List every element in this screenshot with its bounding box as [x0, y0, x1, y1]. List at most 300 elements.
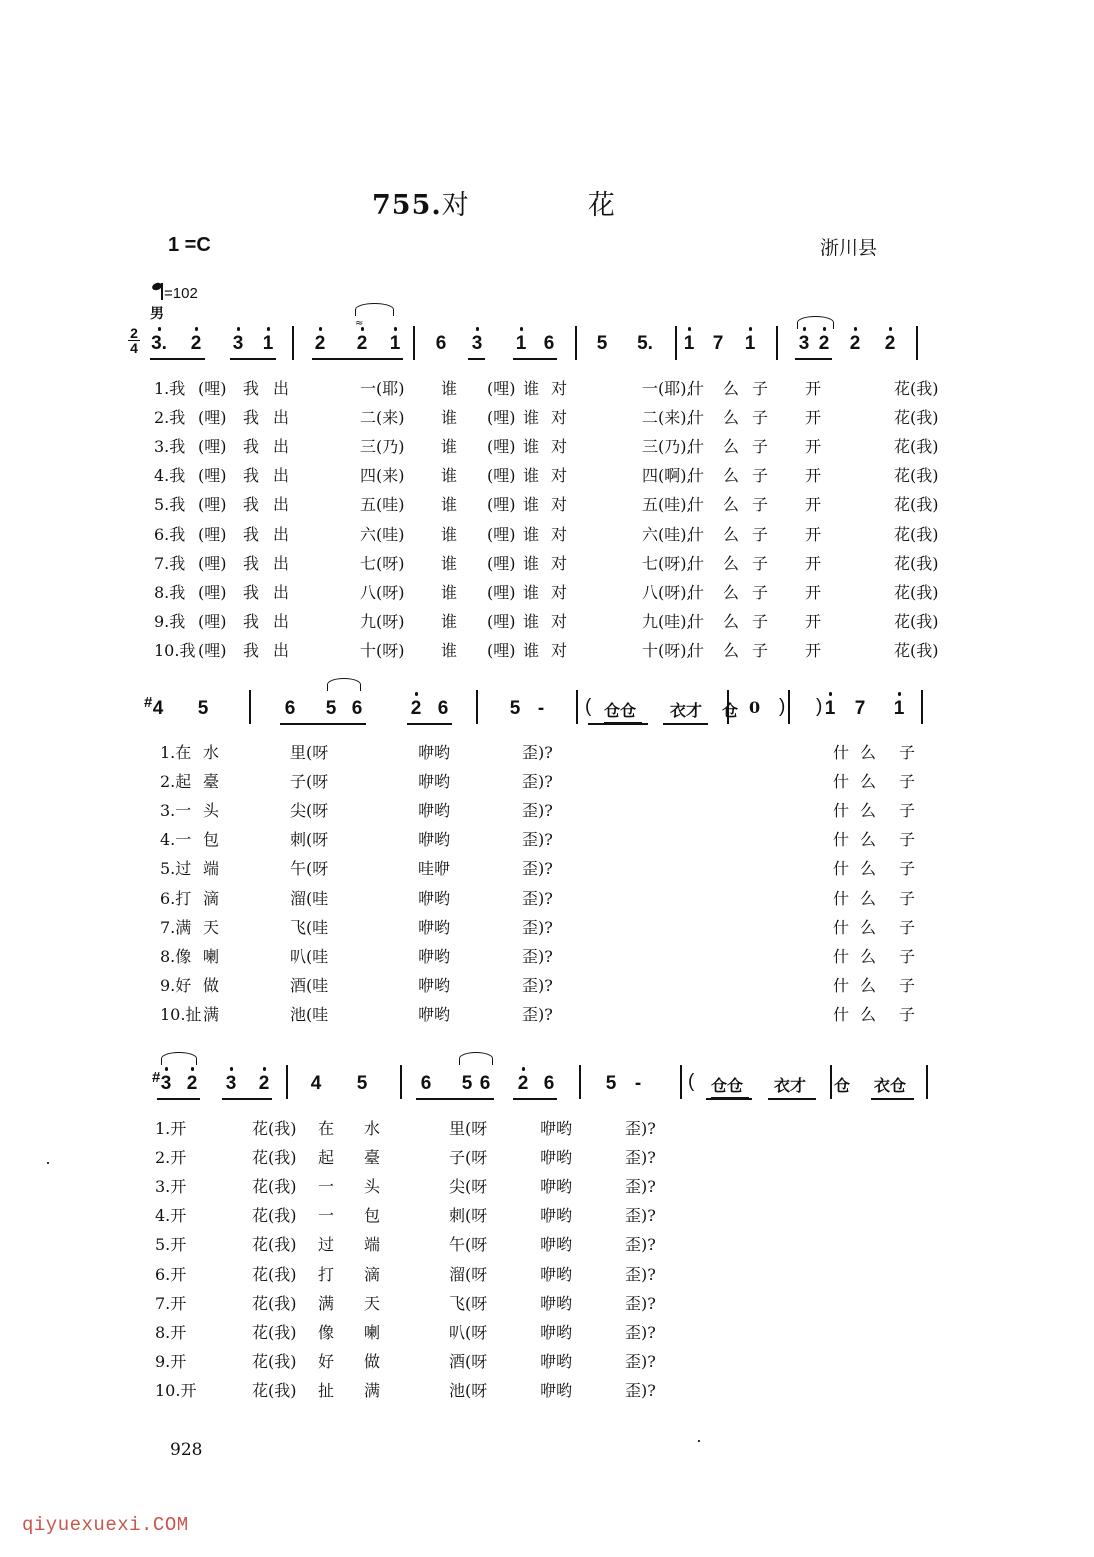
barline [680, 1065, 682, 1099]
lyric-syllable: 4.我 [154, 466, 186, 486]
lyric-syllable: (哩) [487, 408, 516, 428]
jianpu-note: 2 [849, 333, 861, 354]
lyric-syllable: 么 [723, 437, 740, 457]
lyric-syllable: 子 [899, 801, 916, 821]
slur-arc [327, 678, 361, 691]
lyric-syllable: 池(哇 [290, 1004, 329, 1024]
lyric-syllable: 出 [273, 408, 290, 428]
lyric-syllable: 谁 [441, 379, 458, 398]
jianpu-note: 2 [186, 1073, 198, 1094]
lyric-syllable: 出 [273, 524, 290, 544]
lyric-syllable: 子 [752, 466, 769, 486]
lyric-syllable: 9.好 [160, 975, 192, 995]
lyric-syllable: 什 [688, 495, 705, 515]
lyric-syllable: 打 [318, 1264, 335, 1284]
bracket-mark: ( [585, 696, 592, 717]
lyric-syllable: 出 [273, 553, 290, 573]
lyric-syllable: 咿哟 [540, 1264, 573, 1284]
lyric-syllable: 么 [723, 466, 740, 486]
octave-dot [267, 327, 271, 331]
octave-dot [230, 1067, 234, 1071]
percussion-syllable: 仓 [722, 701, 739, 720]
lyric-syllable: 七(呀) [360, 553, 405, 573]
slur-arc [355, 303, 394, 316]
lyric-syllable: 酒(呀 [449, 1351, 488, 1371]
lyric-syllable: 谁 [523, 437, 540, 457]
lyric-syllable: 5.开 [155, 1235, 187, 1255]
lyric-syllable: 一(耶), [642, 379, 692, 398]
lyric-syllable: 花(我) [252, 1206, 297, 1226]
lyric-syllable: 六(哇) [360, 524, 405, 544]
lyric-syllable: (哩) [487, 379, 516, 398]
lyric-syllable: 歪)? [522, 772, 553, 792]
lyric-syllable: 8.像 [160, 946, 192, 966]
lyric-syllable: 歪)? [522, 975, 553, 995]
lyric-syllable: 包 [364, 1206, 381, 1226]
lyric-syllable: 花(我) [894, 582, 939, 602]
lyric-syllable: 什 [833, 917, 850, 937]
lyric-syllable: 花(我) [894, 379, 939, 398]
lyric-syllable: 花(我) [894, 611, 939, 631]
lyric-syllable: 咿哟 [540, 1380, 573, 1400]
lyric-syllable: 什 [688, 466, 705, 486]
lyric-syllable: 滴 [364, 1264, 381, 1284]
lyric-syllable: 谁 [523, 611, 540, 631]
lyric-syllable: 么 [723, 553, 740, 573]
jianpu-note: 6 [479, 1073, 491, 1094]
jianpu-note: 1 [893, 698, 905, 719]
beam-underline [407, 723, 452, 725]
song-title-char-2: 花 [587, 190, 616, 221]
lyric-syllable: 我 [243, 640, 260, 660]
lyric-syllable: 九(哇), [642, 611, 692, 631]
region-label: 浙川县 [820, 237, 878, 259]
jianpu-note: 6 [543, 1073, 555, 1094]
lyric-syllable: (哩) [487, 524, 516, 544]
lyric-syllable: 溜(哇 [290, 888, 329, 908]
lyric-syllable: (哩) [198, 408, 227, 428]
jianpu-note: 6 [284, 698, 296, 719]
jianpu-note: 5 [356, 1073, 368, 1094]
octave-dot [688, 327, 692, 331]
lyric-syllable: 9.开 [155, 1351, 187, 1371]
lyric-syllable: 10.开 [155, 1380, 197, 1400]
lyric-syllable: 10.我 [154, 640, 196, 660]
lyric-syllable: 歪)? [625, 1206, 656, 1226]
lyric-syllable: 什 [688, 524, 705, 544]
barline [476, 690, 478, 724]
lyric-syllable: 臺 [203, 772, 220, 792]
ornament-mark: ≈ [355, 318, 364, 329]
lyric-syllable: 1.在 [160, 743, 192, 762]
lyric-syllable: 开 [805, 640, 822, 660]
lyric-syllable: 头 [203, 801, 220, 821]
lyric-syllable: (哩) [198, 553, 227, 573]
time-signature-numerator: 2 [130, 325, 138, 341]
lyric-syllable: 我 [243, 524, 260, 544]
lyric-syllable: 飞(哇 [290, 917, 329, 937]
lyric-syllable: 么 [723, 582, 740, 602]
beam-underline [663, 723, 708, 725]
lyric-syllable: 水 [364, 1119, 381, 1138]
lyric-syllable: 咿哟 [540, 1206, 573, 1226]
lyric-syllable: 对 [551, 466, 568, 486]
lyric-syllable: 3.我 [154, 437, 186, 457]
lyric-syllable: 花(我) [252, 1235, 297, 1255]
lyric-syllable: 子 [752, 524, 769, 544]
lyric-syllable: (哩) [487, 611, 516, 631]
lyric-syllable: 6.打 [160, 888, 192, 908]
lyric-syllable: 7.开 [155, 1293, 187, 1313]
lyric-syllable: 咿哟 [418, 975, 451, 995]
lyric-syllable: 子 [752, 495, 769, 515]
jianpu-note: 6 [420, 1073, 432, 1094]
lyric-syllable: 水 [203, 743, 220, 762]
lyric-syllable: 什 [688, 437, 705, 457]
lyric-syllable: 我 [243, 466, 260, 486]
lyric-syllable: 对 [551, 408, 568, 428]
lyric-syllable: 出 [273, 640, 290, 660]
lyric-syllable: 花(我) [894, 495, 939, 515]
octave-dot [158, 327, 162, 331]
lyric-syllable: 歪)? [625, 1264, 656, 1284]
jianpu-note: 2 [818, 333, 830, 354]
lyric-syllable: 刺(呀 [290, 830, 329, 850]
lyric-syllable: 谁 [441, 640, 458, 660]
octave-dot [394, 327, 398, 331]
lyric-syllable: 喇 [203, 946, 220, 966]
lyric-syllable: 开 [805, 437, 822, 457]
lyric-syllable: 里(呀 [290, 743, 329, 762]
lyric-syllable: 谁 [441, 466, 458, 486]
lyric-syllable: 4.一 [160, 830, 192, 850]
lyric-syllable: 对 [551, 553, 568, 573]
lyric-syllable: 么 [723, 524, 740, 544]
lyric-syllable: 歪)? [522, 1004, 553, 1024]
lyric-syllable: 歪)? [522, 917, 553, 937]
lyric-syllable: 花(我) [252, 1322, 297, 1342]
jianpu-note: 2 [314, 333, 326, 354]
beam-underline [795, 358, 832, 360]
lyric-syllable: 咿哟 [418, 772, 451, 792]
lyric-syllable: 八(呀), [642, 582, 692, 602]
lyric-syllable: 做 [364, 1351, 381, 1371]
lyric-syllable: 里(呀 [449, 1119, 488, 1138]
lyric-syllable: 开 [805, 553, 822, 573]
lyric-syllable: (哩) [487, 582, 516, 602]
lyric-syllable: 么 [723, 495, 740, 515]
jianpu-note: - [537, 698, 545, 719]
octave-dot [829, 692, 833, 696]
beam-underline [157, 1098, 200, 1100]
octave-dot [898, 692, 902, 696]
jianpu-note: 3 [160, 1073, 172, 1094]
octave-dot [195, 327, 199, 331]
octave-dot [749, 327, 753, 331]
barline [926, 1065, 928, 1099]
lyric-syllable: 6.我 [154, 524, 186, 544]
lyric-syllable: 么 [860, 946, 877, 966]
jianpu-note: 5 [325, 698, 337, 719]
jianpu-note: 6 [435, 333, 447, 354]
lyric-syllable: 起 [318, 1148, 335, 1168]
barline [249, 690, 251, 724]
lyric-syllable: (哩) [487, 495, 516, 515]
lyric-syllable: (哩) [487, 640, 516, 660]
lyric-syllable: 谁 [523, 408, 540, 428]
jianpu-note: 3 [225, 1073, 237, 1094]
jianpu-note: 3 [798, 333, 810, 354]
lyric-syllable: 歪)? [522, 830, 553, 850]
lyric-syllable: 咿哟 [540, 1322, 573, 1342]
lyric-syllable: 谁 [523, 524, 540, 544]
beam-underline [230, 358, 276, 360]
lyric-syllable: 花(我) [894, 466, 939, 486]
lyric-syllable: 谁 [441, 582, 458, 602]
lyric-syllable: 在 [318, 1119, 335, 1138]
lyric-syllable: 1.开 [155, 1119, 187, 1138]
lyric-syllable: 子 [752, 408, 769, 428]
lyric-syllable: 像 [318, 1322, 335, 1342]
lyric-syllable: 五(哇), [642, 495, 692, 515]
lyric-syllable: 七(呀), [642, 553, 692, 573]
lyric-syllable: 对 [551, 437, 568, 457]
jianpu-note: 7 [712, 333, 724, 354]
lyric-syllable: 花(我) [894, 524, 939, 544]
barline [286, 1065, 288, 1099]
octave-dot [889, 327, 893, 331]
jianpu-note: 1 [683, 333, 695, 354]
lyric-syllable: (哩) [198, 466, 227, 486]
beam-underline [871, 1098, 914, 1100]
song-number: 755. [372, 190, 442, 221]
lyric-syllable: 么 [860, 1004, 877, 1024]
slur-arc [797, 316, 834, 329]
lyric-syllable: 什 [688, 640, 705, 660]
lyric-syllable: 咿哟 [418, 888, 451, 908]
lyric-syllable: 谁 [441, 495, 458, 515]
lyric-syllable: 开 [805, 408, 822, 428]
lyric-syllable: 子(呀 [290, 772, 329, 792]
lyric-syllable: 子 [899, 946, 916, 966]
lyric-syllable: 花(我) [252, 1177, 297, 1197]
lyric-syllable: 什 [688, 582, 705, 602]
lyric-syllable: 出 [273, 582, 290, 602]
octave-dot [415, 692, 419, 696]
lyric-syllable: 喇 [364, 1322, 381, 1342]
lyric-syllable: 做 [203, 975, 220, 995]
lyric-syllable: (哩) [198, 495, 227, 515]
jianpu-note: 5 [461, 1073, 473, 1094]
jianpu-note: 5 [509, 698, 521, 719]
lyric-syllable: 过 [318, 1235, 335, 1255]
jianpu-note: 1 [824, 698, 836, 719]
lyric-syllable: 我 [243, 408, 260, 428]
lyric-syllable: 子 [899, 859, 916, 879]
lyric-syllable: 出 [273, 379, 290, 398]
percussion-syllable: 仓仓 [604, 701, 637, 720]
page-number: 928 [170, 1440, 203, 1460]
octave-dot [191, 1067, 195, 1071]
lyric-syllable: 6.开 [155, 1264, 187, 1284]
lyric-syllable: (哩) [198, 640, 227, 660]
lyric-syllable: 子(呀 [449, 1148, 488, 1168]
lyric-syllable: 什 [833, 946, 850, 966]
jianpu-note: 4 [152, 698, 164, 719]
lyric-syllable: 么 [860, 975, 877, 995]
lyric-syllable: 歪)? [625, 1293, 656, 1313]
bracket-mark: ) [779, 696, 786, 717]
lyric-syllable: 对 [551, 582, 568, 602]
lyric-syllable: 谁 [523, 495, 540, 515]
lyric-syllable: 滴 [203, 888, 220, 908]
lyric-syllable: 谁 [523, 640, 540, 660]
barline [830, 1065, 832, 1099]
beam-underline [468, 358, 485, 360]
beam-underline [312, 358, 403, 360]
lyric-syllable: 歪)? [625, 1235, 656, 1255]
lyric-syllable: 谁 [441, 553, 458, 573]
slur-arc [459, 1052, 493, 1065]
lyric-syllable: 什 [833, 1004, 850, 1024]
lyric-syllable: 我 [243, 553, 260, 573]
lyric-syllable: 子 [899, 917, 916, 937]
lyric-syllable: 子 [899, 743, 916, 762]
lyric-syllable: 10.扯 [160, 1004, 202, 1024]
percussion-syllable: 仓 [834, 1076, 851, 1095]
lyric-syllable: 4.开 [155, 1206, 187, 1226]
lyric-syllable: 子 [752, 437, 769, 457]
lyric-syllable: 么 [860, 772, 877, 792]
lyric-syllable: 花(我) [252, 1380, 297, 1400]
lyric-syllable: 5.我 [154, 495, 186, 515]
lyric-syllable: 么 [860, 830, 877, 850]
beam-underline [513, 358, 557, 360]
lyric-syllable: 五(哇) [360, 495, 405, 515]
lyric-syllable: 我 [243, 495, 260, 515]
lyric-syllable: 二(来) [360, 408, 405, 428]
lyric-syllable: 头 [364, 1177, 381, 1197]
jianpu-note: 1 [262, 333, 274, 354]
lyric-syllable: 花(我) [894, 437, 939, 457]
lyric-syllable: 开 [805, 524, 822, 544]
lyric-syllable: 子 [752, 611, 769, 631]
lyric-syllable: 子 [899, 975, 916, 995]
lyric-syllable: 出 [273, 611, 290, 631]
lyric-syllable: (哩) [487, 466, 516, 486]
lyric-syllable: (哩) [487, 437, 516, 457]
lyric-syllable: 歪)? [522, 859, 553, 879]
lyric-syllable: 什 [833, 830, 850, 850]
jianpu-note: 3. [151, 333, 167, 354]
lyric-syllable: 出 [273, 437, 290, 457]
lyric-syllable: (哩) [198, 611, 227, 631]
lyric-syllable: 二(来), [642, 408, 692, 428]
lyric-syllable: 我 [243, 611, 260, 631]
lyric-syllable: 么 [860, 888, 877, 908]
lyric-syllable: 端 [364, 1235, 381, 1255]
lyric-syllable: 我 [243, 582, 260, 602]
lyric-syllable: 么 [723, 379, 740, 398]
beam-underline [711, 1097, 749, 1099]
lyric-syllable: 花(我) [252, 1293, 297, 1313]
jianpu-note: 6 [437, 698, 449, 719]
lyric-syllable: 尖(呀 [290, 801, 329, 821]
quarter-note-stem [161, 283, 163, 300]
lyric-syllable: 子 [752, 379, 769, 398]
lyric-syllable: 哇咿 [418, 859, 451, 879]
barline [776, 326, 778, 360]
percussion-syllable: 仓仓 [711, 1076, 744, 1095]
lyric-syllable: 歪)? [625, 1148, 656, 1168]
lyric-syllable: 我 [243, 379, 260, 398]
lyric-syllable: 谁 [441, 611, 458, 631]
lyric-syllable: 8.我 [154, 582, 186, 602]
lyric-syllable: 么 [860, 859, 877, 879]
lyric-syllable: 歪)? [522, 743, 553, 762]
barline [292, 326, 294, 360]
lyric-syllable: 咿哟 [540, 1148, 573, 1168]
octave-dot [165, 1067, 169, 1071]
lyric-syllable: 3.一 [160, 801, 192, 821]
lyric-syllable: 满 [203, 1004, 220, 1024]
jianpu-note: 6 [543, 333, 555, 354]
barline [576, 690, 578, 724]
beam-underline [513, 1098, 557, 1100]
lyric-syllable: 花(我) [894, 640, 939, 660]
time-signature [128, 326, 140, 355]
bracket-mark: ( [688, 1071, 695, 1092]
lyric-syllable: 四(来) [360, 466, 405, 486]
lyric-syllable: 2.我 [154, 408, 186, 428]
lyric-syllable: 包 [203, 830, 220, 850]
jianpu-note: 2 [190, 333, 202, 354]
lyric-syllable: 花(我) [252, 1351, 297, 1371]
time-signature-denominator: 4 [128, 340, 140, 355]
lyric-syllable: (哩) [198, 437, 227, 457]
watermark: qiyuexuexi.COM [22, 1514, 189, 1536]
lyric-syllable: 什 [688, 553, 705, 573]
lyric-syllable: 1.我 [154, 379, 186, 398]
lyric-syllable: 歪)? [522, 888, 553, 908]
lyric-syllable: 叭(呀 [449, 1322, 488, 1342]
lyric-syllable: 什 [833, 975, 850, 995]
lyric-syllable: 谁 [441, 408, 458, 428]
lyric-syllable: 么 [860, 743, 877, 762]
jianpu-note: 6 [351, 698, 363, 719]
lyric-syllable: 歪)? [625, 1322, 656, 1342]
lyric-syllable: 什 [833, 801, 850, 821]
jianpu-note: 1 [515, 333, 527, 354]
jianpu-note: 3 [471, 333, 483, 354]
lyric-syllable: 谁 [523, 379, 540, 398]
beam-underline [150, 358, 205, 360]
lyric-syllable: 么 [723, 640, 740, 660]
barline [579, 1065, 581, 1099]
lyric-syllable: 一 [318, 1177, 335, 1197]
key-signature: 1 =C [168, 234, 211, 256]
lyric-syllable: 咿哟 [540, 1235, 573, 1255]
lyric-syllable: 什 [688, 379, 705, 398]
percussion-syllable: 衣仓 [874, 1076, 907, 1095]
jianpu-note: 2 [410, 698, 422, 719]
lyric-syllable: 十(呀), [642, 640, 692, 660]
lyric-syllable: 扯 [318, 1380, 335, 1400]
lyric-syllable: 谁 [523, 466, 540, 486]
song-title [372, 183, 616, 222]
barline [400, 1065, 402, 1099]
lyric-syllable: 么 [723, 611, 740, 631]
